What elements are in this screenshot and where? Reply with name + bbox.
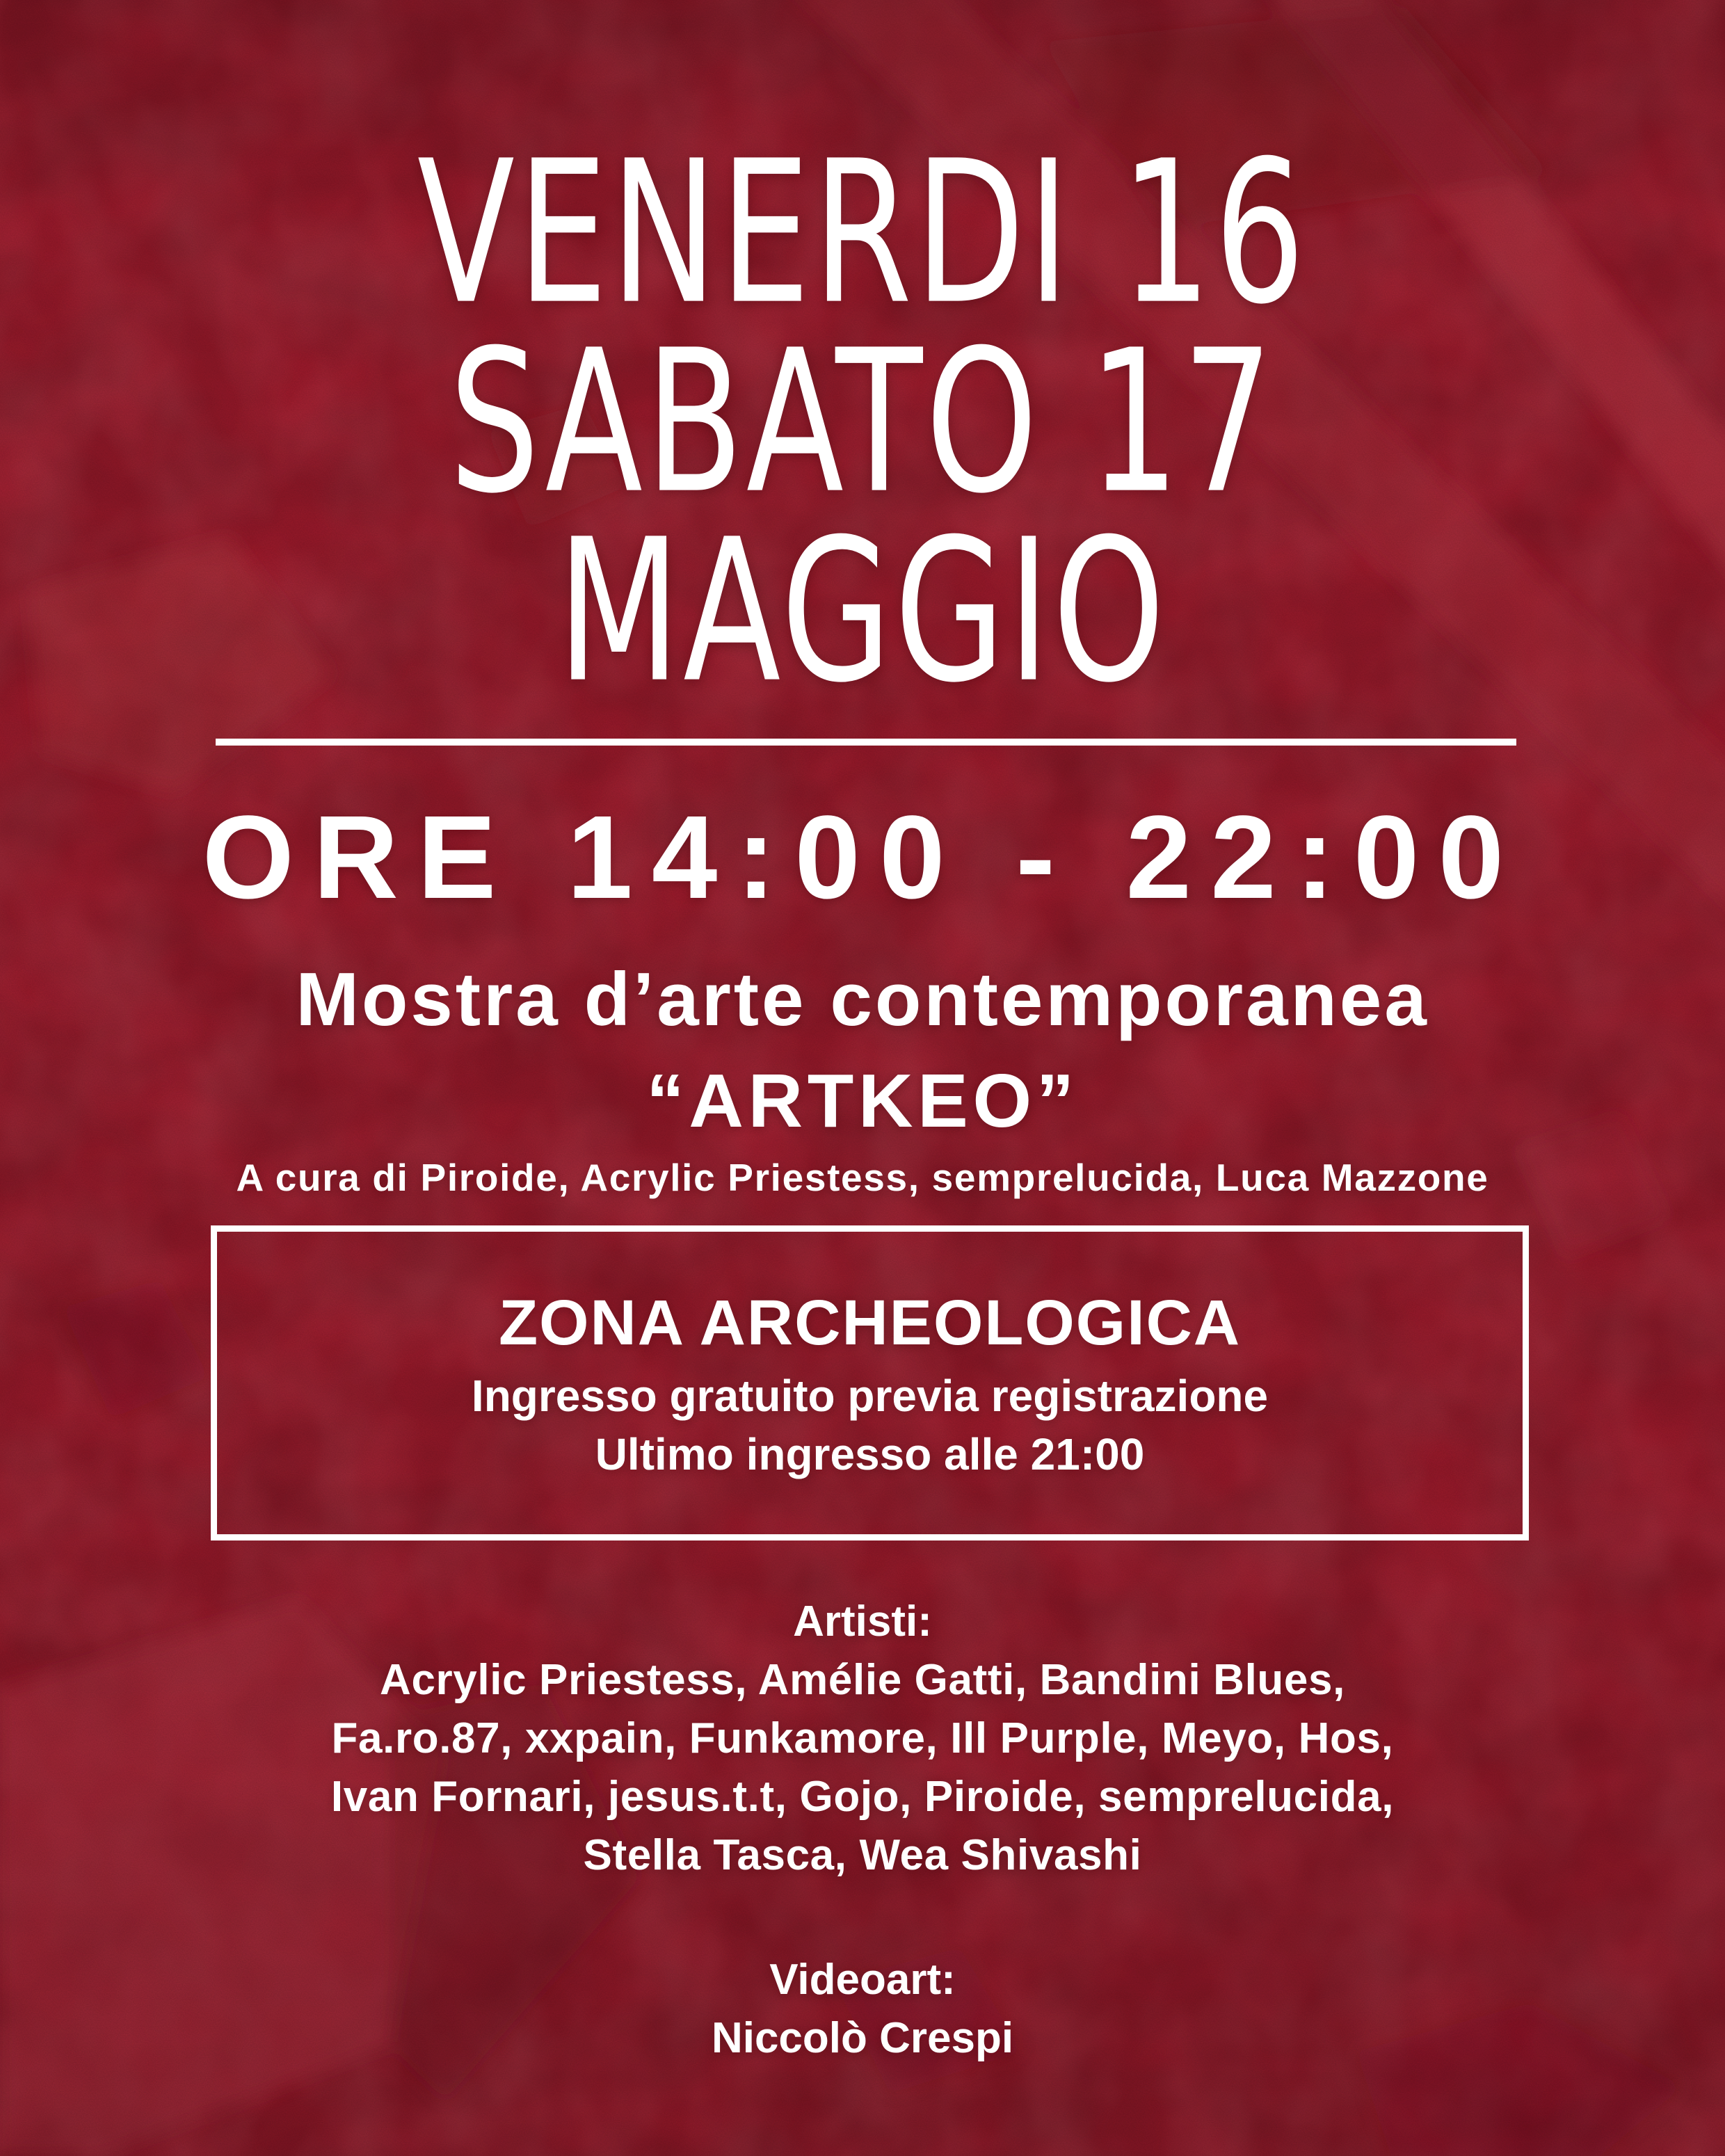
videoart-artist: Niccolò Crespi xyxy=(711,2014,1014,2062)
curators-line: A cura di Piroide, Acrylic Priestess, semprelucida, Luca Mazzone xyxy=(236,1156,1489,1199)
artist-line: Fa.ro.87, xxpain, Funkamore, Ill Purple, Meyo, Hos, xyxy=(331,1714,1394,1762)
videoart-section xyxy=(0,1951,1725,2068)
event-hours: ORE 14:00 - 22:00 xyxy=(202,791,1523,924)
artists-label: Artisti: xyxy=(793,1598,932,1646)
divider-line xyxy=(216,739,1516,746)
event-dates-title xyxy=(0,119,1725,727)
title-line-saturday: SABATO 17 xyxy=(449,308,1276,538)
title-line-friday: VENERDI 16 xyxy=(417,119,1308,348)
last-entry-info: Ultimo ingresso alle 21:00 xyxy=(595,1429,1145,1479)
entry-info: Ingresso gratuito previa registrazione xyxy=(471,1371,1269,1421)
artist-line: Ivan Fornari, jesus.t.t, Gojo, Piroide, semprelucida, xyxy=(330,1773,1395,1821)
artist-line: Stella Tasca, Wea Shivashi xyxy=(583,1831,1142,1879)
artist-line: Acrylic Priestess, Amélie Gatti, Bandini Blues, xyxy=(380,1656,1345,1704)
title-line-month: MAGGIO xyxy=(557,497,1168,727)
videoart-label: Videoart: xyxy=(769,1956,956,2004)
location-info-box xyxy=(211,1225,1529,1540)
location-name: ZONA ARCHEOLOGICA xyxy=(498,1287,1242,1358)
artists-section xyxy=(0,1593,1725,1885)
exhibition-name: “ARTKEO” xyxy=(646,1059,1079,1143)
event-subtitle: Mostra d’arte contemporanea xyxy=(296,957,1429,1042)
